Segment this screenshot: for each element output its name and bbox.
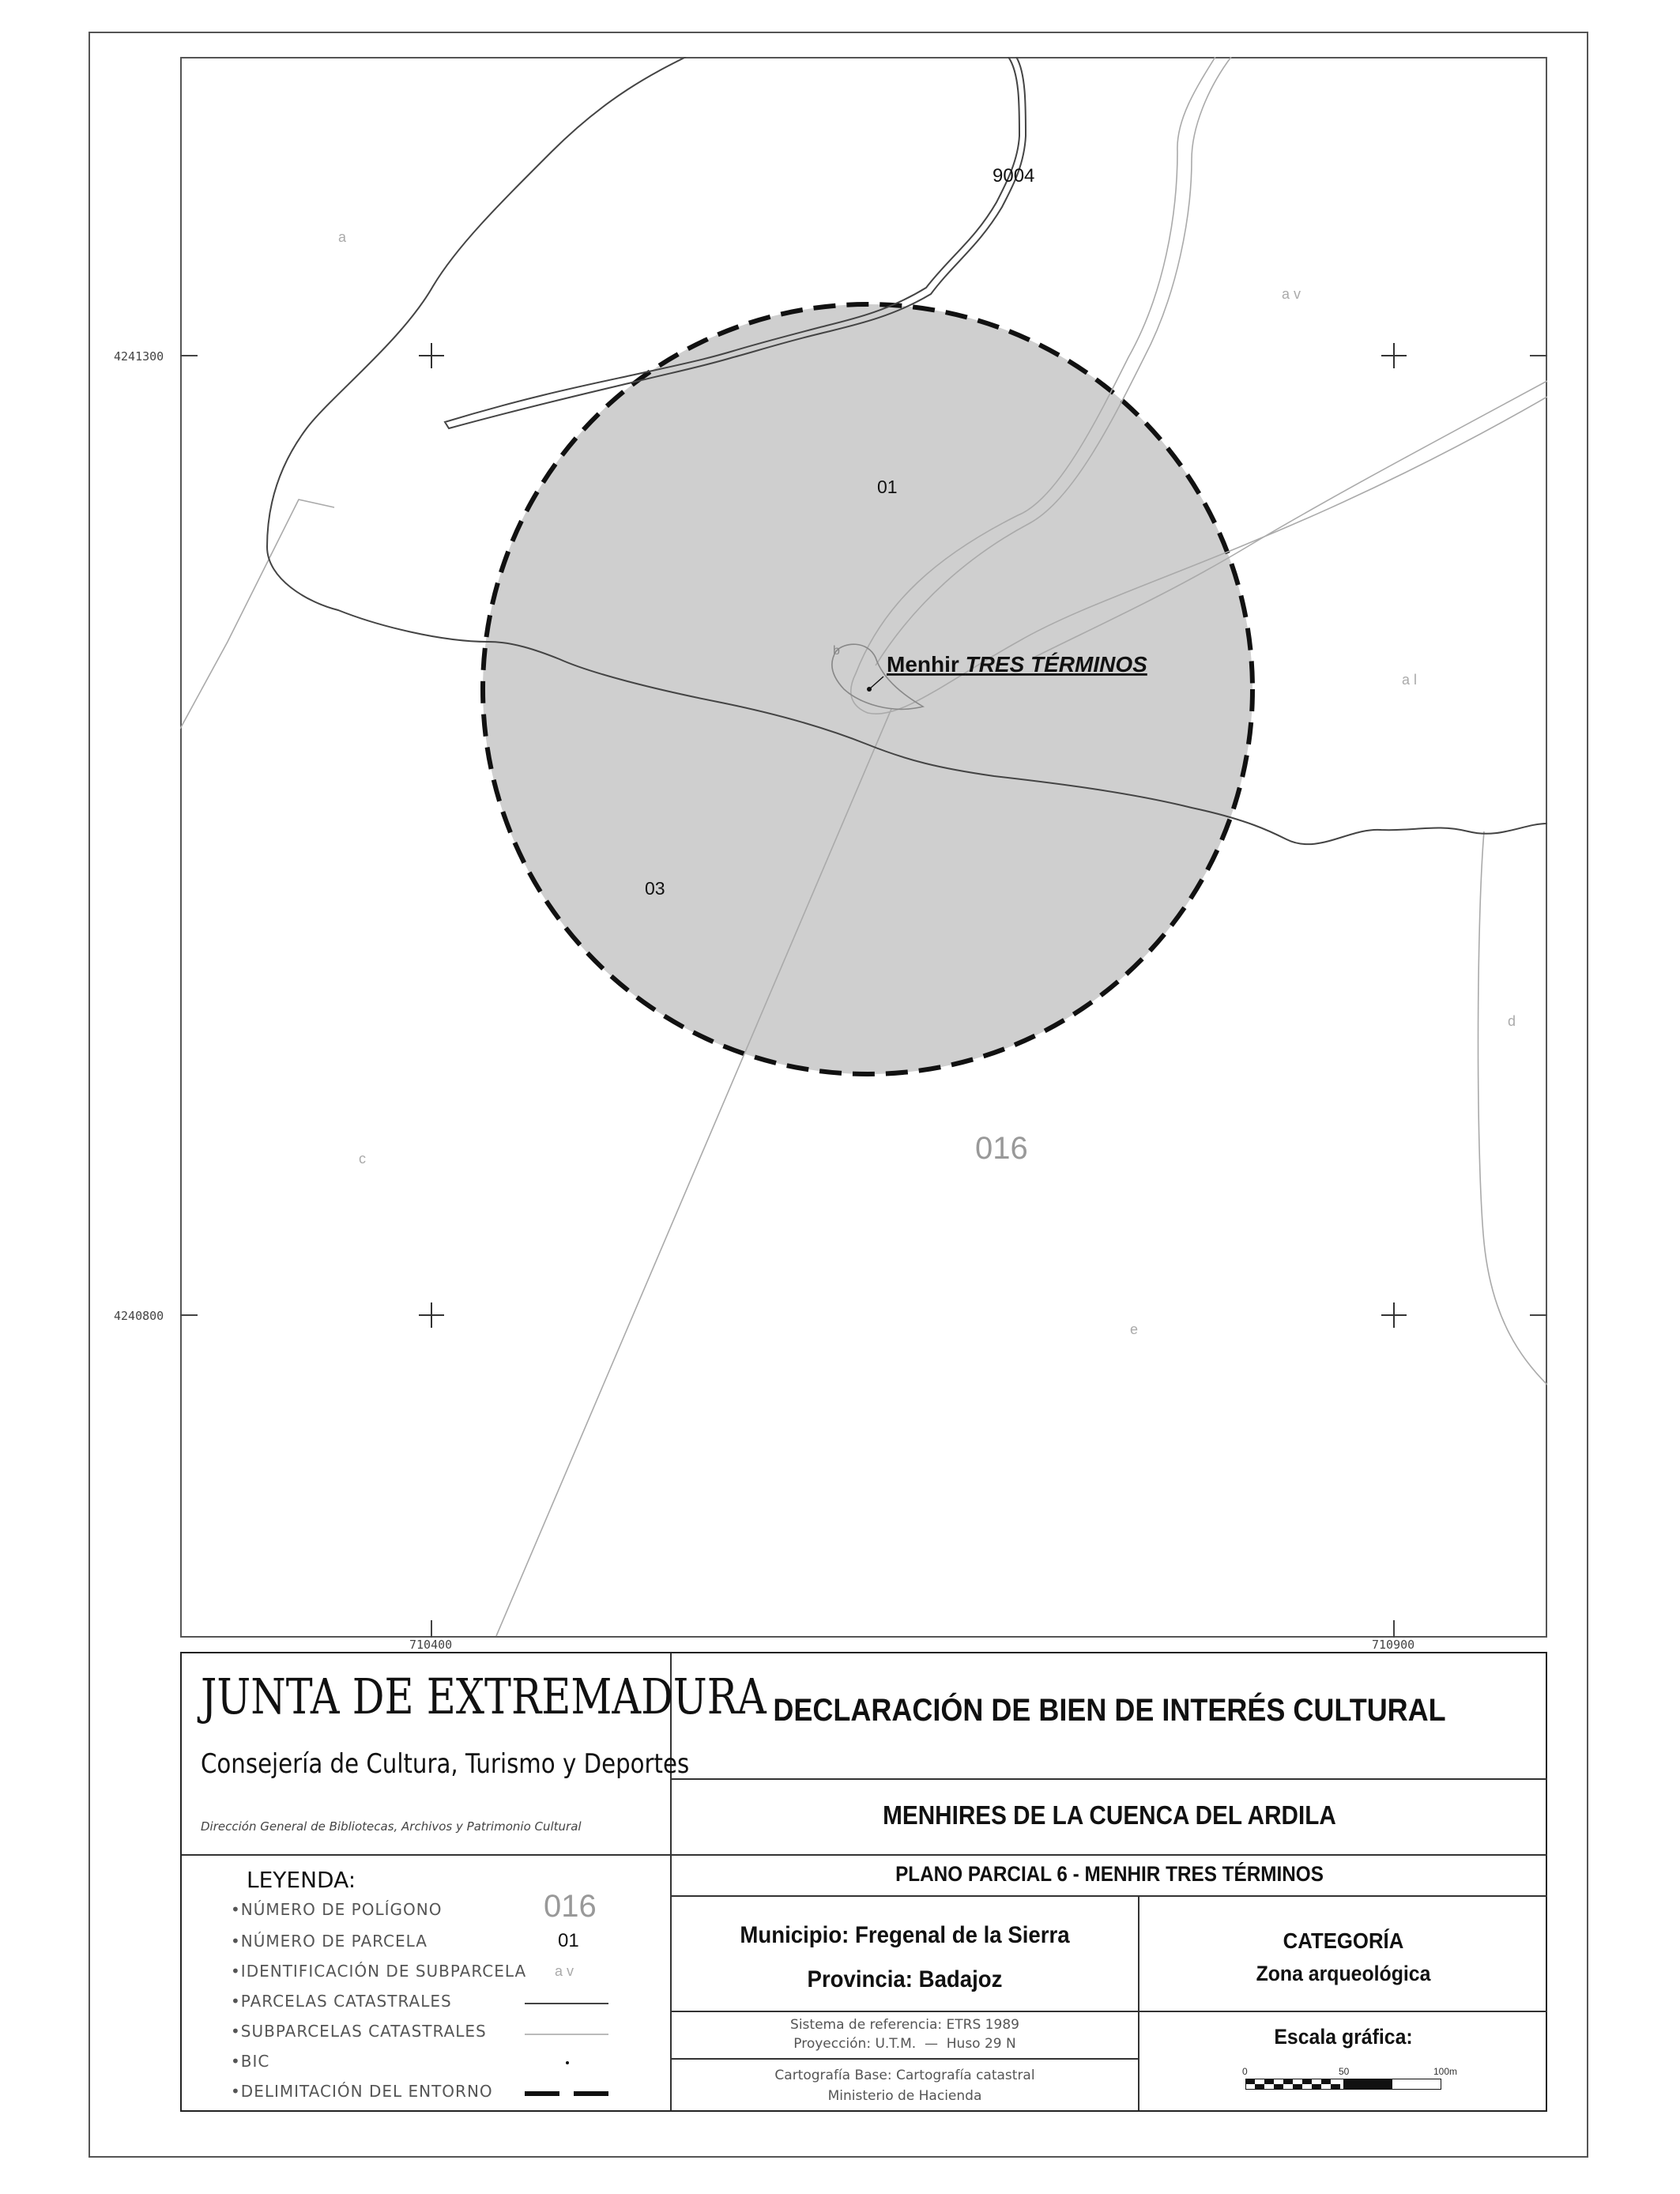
ministry-text: Ministerio de Hacienda (827, 2088, 982, 2104)
legend-item-subparcel-id: •IDENTIFICACIÓN DE SUBPARCELA (231, 1962, 527, 1981)
subparcel-label-d: d (1508, 1013, 1516, 1029)
scale-tick-50: 50 (1339, 2066, 1350, 2077)
provincia-text: Provincia: Badajoz (807, 1966, 1003, 1992)
reference-system-text: Sistema de referencia: ETRS 1989 (790, 2017, 1019, 2033)
scale-label: Escala gráfica: (1274, 2025, 1413, 2049)
monument-name: TRES TÉRMINOS (965, 652, 1147, 677)
projection-text: Proyección: U.T.M. — Huso 29 N (793, 2036, 1016, 2052)
plan-title: PLANO PARCIAL 6 - MENHIR TRES TÉRMINOS (895, 1862, 1324, 1886)
monument-prefix: Menhir (887, 652, 966, 677)
legend-item-polygon: •NÚMERO DE POLÍGONO (231, 1900, 443, 1919)
subparcel-label-al: a l (1402, 672, 1418, 688)
subparcel-label-c: c (359, 1151, 366, 1167)
polygon-label: 016 (975, 1131, 1028, 1166)
road-label: 9004 (993, 165, 1035, 187)
parcel-label-01: 01 (877, 477, 898, 497)
subparcel-label-e: e (1130, 1321, 1139, 1337)
subparcel-label-av: a v (1282, 286, 1301, 302)
subparcel-label-a: a (338, 229, 347, 245)
subparcel-label-b: b (833, 644, 840, 658)
legend-sample-subparcel-line (525, 2034, 608, 2035)
coord-y-top: 4241300 (114, 349, 164, 364)
title-block (180, 1652, 1547, 2112)
scale-bar (1242, 2066, 1458, 2098)
legend-sample-parcel-line (525, 2003, 608, 2004)
legend-title: LEYENDA: (247, 1867, 356, 1893)
legend-sample-bic-dot (566, 2061, 569, 2064)
legend-sample-parcel: 01 (558, 1930, 579, 1951)
base-carto-text: Cartografía Base: Cartografía catastral (774, 2068, 1035, 2083)
coord-y-bottom: 4240800 (114, 1309, 164, 1323)
legend-item-bic: •BIC (231, 2052, 270, 2071)
org-name: JUNTA DE EXTREMADURA (201, 1668, 767, 1725)
legend-item-parcel: •NÚMERO DE PARCELA (231, 1932, 428, 1951)
monument-label[interactable] (887, 652, 1147, 677)
legend-sample-polygon: 016 (544, 1889, 597, 1924)
legend-item-cadastral-parcels: •PARCELAS CATASTRALES (231, 1992, 452, 2011)
legend-item-cadastral-subparcels: •SUBPARCELAS CATASTRALES (231, 2022, 487, 2041)
scale-tick-100: 100m (1433, 2066, 1458, 2077)
project-title: MENHIRES DE LA CUENCA DEL ARDILA (883, 1800, 1336, 1830)
cadastral-map[interactable] (180, 57, 1547, 1638)
category-label: CATEGORÍA (1283, 1928, 1404, 1953)
department-name: Consejería de Cultura, Turismo y Deportes (201, 1748, 690, 1780)
declaration-title: DECLARACIÓN DE BIEN DE INTERÉS CULTURAL (773, 1693, 1446, 1728)
map-canvas (180, 57, 1547, 1638)
scale-tick-0: 0 (1242, 2066, 1248, 2077)
parcel-label-03: 03 (645, 878, 665, 899)
municipio-text: Municipio: Fregenal de la Sierra (740, 1922, 1070, 1948)
coord-x-right: 710900 (1372, 1638, 1415, 1652)
coord-x-left: 710400 (409, 1638, 453, 1652)
legend-sample-subparcel: a v (555, 1963, 574, 1979)
legend-sample-boundary-line (525, 2091, 608, 2096)
directorate-name: Dirección General de Bibliotecas, Archivos y Patrimonio Cultural (201, 1819, 582, 1834)
legend-item-boundary: •DELIMITACIÓN DEL ENTORNO (231, 2082, 493, 2101)
category-value: Zona arqueológica (1256, 1962, 1431, 1985)
